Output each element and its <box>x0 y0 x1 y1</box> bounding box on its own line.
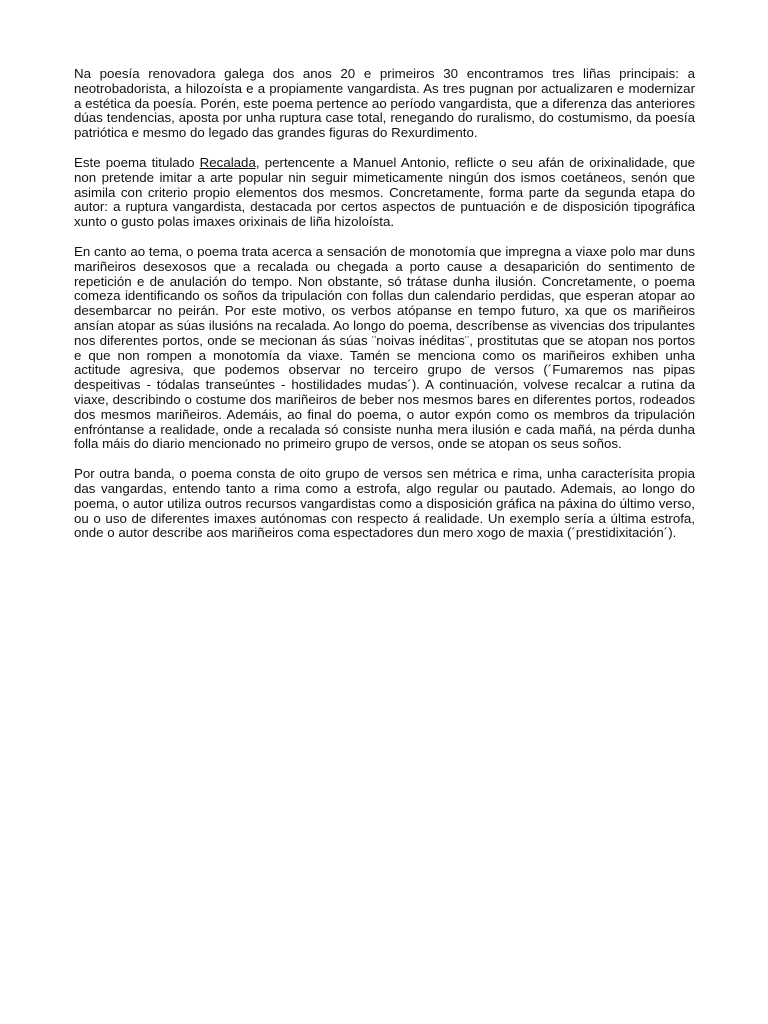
paragraph-form: Por outra banda, o poema consta de oito grupo de versos sen métrica e rima, unha caracterísita propia das vangardas, entendo tanto a rima como a estrofa, algo regular ou pautado. Ademais, ao longo do poema, o autor utiliza outros recursos vangardistas como a disposición gráfica na páxina do último verso, ou o uso de diferentes imaxes autónomas con respecto á realidade. Un exemplo sería a última estrofa, onde o autor describe aos mariñeiros coma espectadores dun mero xogo de maxia (´prestidixitación´). <box>74 466 695 541</box>
paragraph-intro: Na poesía renovadora galega dos anos 20 e primeiros 30 encontramos tres liñas principais: a neotrobadorista, a hilozoísta e a propiamente vangardista. As tres pugnan por actualizaren e modernizar a estética da poesía. Porén, este poema pertence ao período vangardista, que a diferenza das anteriores dúas tendencias, aposta por unha ruptura case total, renegando do ruralismo, do costumismo, da poesía patriótica e mesmo do legado das grandes figuras do Rexurdimento. <box>74 66 695 141</box>
paragraph-author <box>74 156 695 230</box>
poem-title-link: Recalada, <box>199 154 260 170</box>
paragraph-author-rest: pertencente a Manuel Antonio, reflicte o seu afán de orixinalidade, que non pretende imitar a arte popular nin seguir mimeticamente ningún dos ismos coetáneos, senón que asimila con criterio propio elementos dos mesmos. Concretamente, forma parte da segunda etapa do autor: a ruptura vangardista, destacada por certos aspectos de puntuación e de disposición tipográfica xunto o gusto polas imaxes orixinais de liña hizoloísta. <box>74 154 695 230</box>
paragraph-theme: En canto ao tema, o poema trata acerca a sensación de monotomía que impregna a viaxe polo mar duns mariñeiros desexosos que a recalada ou chegada a porto cause a desaparición do sentimento de repetición e de anulación do tempo. Non obstante, só trátase dunha ilusión. Concretamente, o poema comeza identificando os soños da tripulación con follas dun calendario perdidas, que esperan atopar ao desembarcar no peirán. Por este motivo, os verbos atópanse en tempo futuro, xa que os mariñeiros ansían atopar as súas ilusións na recalada. Ao longo do poema, descríbense as vivencias dos tripulantes nos diferentes portos, onde se mecionan ás súas ¨noivas inéditas¨, prostitutas que se atopan nos portos e que non rompen a monotomía da viaxe. Tamén se menciona como os mariñeiros exhiben unha actitude agresiva, que podemos observar no terceiro grupo de versos (´Fumaremos nas pipas despeitivas - tódalas transeúntes - hostilidades mudas´). A continuación, volvese recalcar a rutina da viaxe, describindo o costume dos mariñeiros de beber nos mesmos bares en diferentes portos, rodeados dos mesmos mariñeiros. Ademáis, ao final do poema, o autor expón como os membros da tripulación enfróntanse a realidade, onde a recalada só consiste nunha mera ilusión e cada mañá, na pérda dunha folla máis do diario mencionado no primeiro grupo de versos, onde se atopan os seus soños. <box>74 243 695 452</box>
document-page <box>74 67 695 556</box>
paragraph-author-lead: Este poema titulado <box>74 154 200 170</box>
